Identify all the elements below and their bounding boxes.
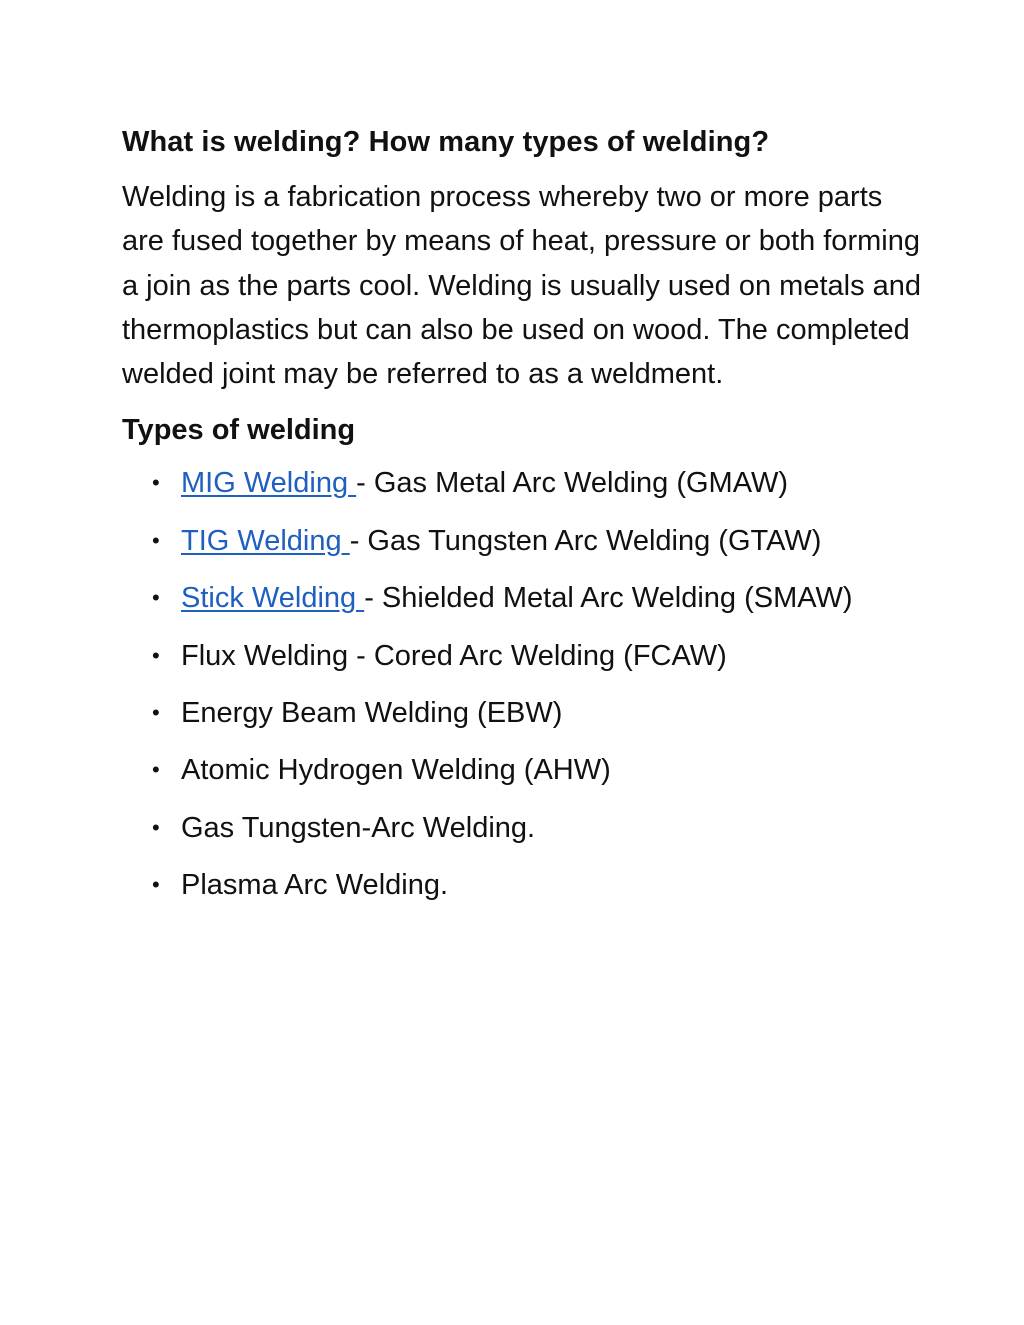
intro-paragraph: Welding is a fabrication process whereby two or more parts are fused together by means of heat, pressure or both forming a join as the parts cool. Welding is usually used on metals and thermoplastics but can also be used on wood. The completed welded joint may be referred to as a weldment. [122, 181, 922, 391]
types-heading: Types of welding [122, 414, 356, 447]
page-title: What is welding? How many types of welding? [122, 126, 770, 158]
list-item-text: Atomic Hydrogen Welding (AHW) [181, 754, 611, 787]
list-item-text: Energy Beam Welding (EBW) [181, 697, 563, 730]
bullet-icon: • [152, 700, 160, 726]
bullet-icon: • [152, 585, 160, 611]
bullet-icon: • [152, 527, 160, 553]
bullet-icon: • [152, 757, 160, 783]
list-item-text: - Gas Tungsten Arc Welding (GTAW) [349, 524, 822, 557]
bullet-icon: • [152, 642, 160, 668]
list-item-atomic-hydrogen [122, 748, 922, 792]
list-item-mig [122, 461, 922, 505]
bullet-icon: • [152, 814, 160, 840]
list-item-energy-beam [122, 691, 922, 735]
list-item-text: - Shielded Metal Arc Welding (SMAW) [364, 582, 853, 615]
stick-welding-link[interactable]: Stick Welding [181, 582, 365, 615]
mig-welding-link[interactable]: MIG Welding [181, 467, 357, 500]
list-item-text: - Gas Metal Arc Welding (GMAW) [356, 467, 788, 500]
list-item-text: Flux Welding - Cored Arc Welding (FCAW) [181, 639, 727, 672]
document-page [122, 118, 922, 921]
list-item-stick [122, 576, 922, 620]
bullet-icon: • [152, 470, 160, 496]
list-item-text: Plasma Arc Welding. [181, 869, 449, 902]
list-item-plasma-arc [122, 863, 922, 907]
list-item-gas-tungsten-arc [122, 806, 922, 850]
list-item-tig [122, 519, 922, 563]
list-item-flux [122, 634, 922, 678]
list-item-text: Gas Tungsten-Arc Welding. [181, 811, 536, 844]
bullet-icon: • [152, 872, 160, 898]
welding-types-list [122, 461, 922, 907]
tig-welding-link[interactable]: TIG Welding [181, 524, 350, 557]
